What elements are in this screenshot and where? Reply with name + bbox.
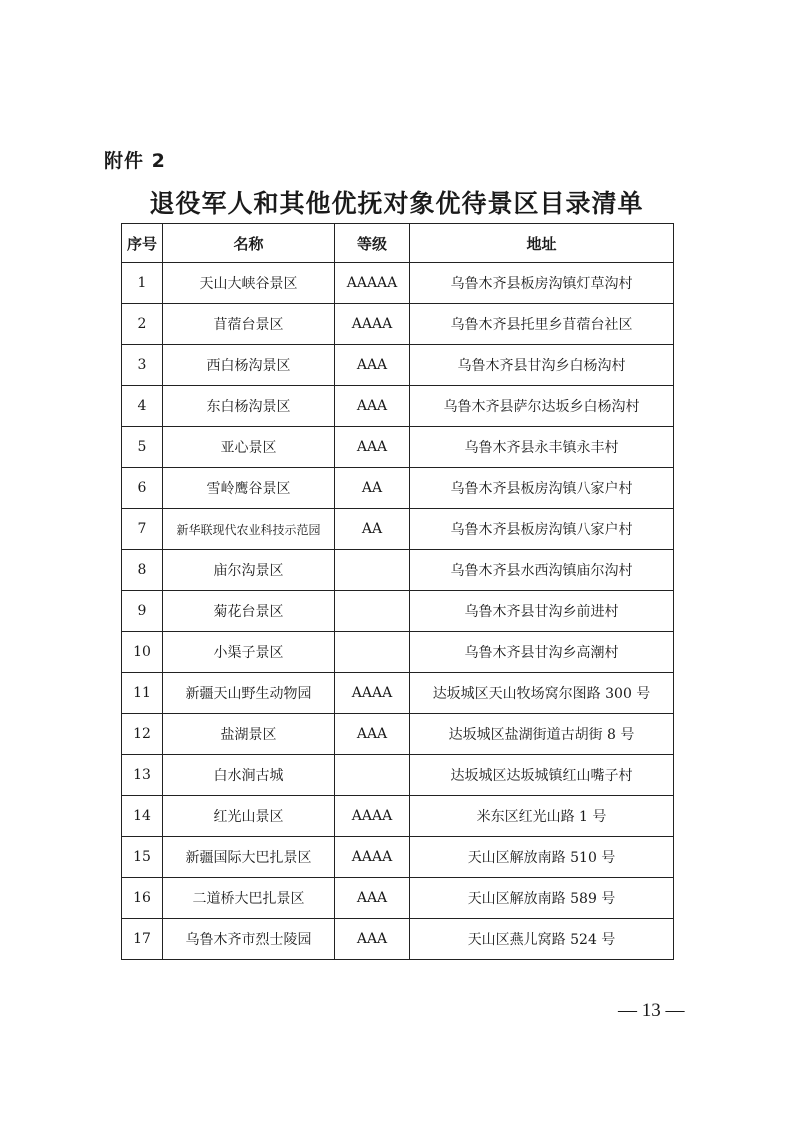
cell-address: 乌鲁木齐县甘沟乡高潮村: [410, 632, 674, 673]
cell-level: AA: [335, 509, 410, 550]
cell-name: 盐湖景区: [163, 714, 335, 755]
cell-no: 2: [122, 304, 163, 345]
cell-no: 17: [122, 919, 163, 960]
cell-no: 14: [122, 796, 163, 837]
cell-name: 二道桥大巴扎景区: [163, 878, 335, 919]
cell-address: 天山区解放南路 510 号: [410, 837, 674, 878]
cell-level: AAAA: [335, 796, 410, 837]
cell-level: AAAA: [335, 673, 410, 714]
cell-address: 乌鲁木齐县萨尔达坂乡白杨沟村: [410, 386, 674, 427]
header-level: 等级: [335, 224, 410, 263]
cell-level: AAA: [335, 878, 410, 919]
cell-name: 白水涧古城: [163, 755, 335, 796]
cell-level: AAAA: [335, 837, 410, 878]
cell-no: 8: [122, 550, 163, 591]
cell-name: 苜蓿台景区: [163, 304, 335, 345]
table-row: [122, 878, 674, 919]
cell-level: [335, 591, 410, 632]
cell-level: AAA: [335, 386, 410, 427]
cell-level: [335, 550, 410, 591]
cell-no: 6: [122, 468, 163, 509]
cell-no: 13: [122, 755, 163, 796]
table-row: [122, 919, 674, 960]
cell-no: 10: [122, 632, 163, 673]
page-number: — 13 —: [618, 1000, 685, 1021]
cell-address: 乌鲁木齐县板房沟镇八家户村: [410, 468, 674, 509]
document-title: 退役军人和其他优抚对象优待景区目录清单: [149, 189, 644, 218]
attachment-label: 附件 2: [104, 150, 166, 172]
header-name: 名称: [163, 224, 335, 263]
cell-no: 5: [122, 427, 163, 468]
cell-address: 天山区燕儿窝路 524 号: [410, 919, 674, 960]
header-no: 序号: [122, 224, 163, 263]
cell-name: 红光山景区: [163, 796, 335, 837]
cell-address: 乌鲁木齐县水西沟镇庙尔沟村: [410, 550, 674, 591]
table-row: [122, 755, 674, 796]
cell-level: AA: [335, 468, 410, 509]
cell-address: 乌鲁木齐县永丰镇永丰村: [410, 427, 674, 468]
cell-level: AAA: [335, 919, 410, 960]
cell-name: 天山大峡谷景区: [163, 263, 335, 304]
table-body: [122, 263, 674, 960]
table-row: [122, 509, 674, 550]
cell-address: 乌鲁木齐县甘沟乡白杨沟村: [410, 345, 674, 386]
cell-address: 达坂城区盐湖街道古胡街 8 号: [410, 714, 674, 755]
cell-name: 新疆天山野生动物园: [163, 673, 335, 714]
cell-level: [335, 632, 410, 673]
cell-address: 乌鲁木齐县板房沟镇八家户村: [410, 509, 674, 550]
cell-address: 乌鲁木齐县托里乡苜蓿台社区: [410, 304, 674, 345]
cell-name: 庙尔沟景区: [163, 550, 335, 591]
cell-address: 乌鲁木齐县甘沟乡前进村: [410, 591, 674, 632]
table-row: [122, 837, 674, 878]
table-row: [122, 632, 674, 673]
table-row: [122, 796, 674, 837]
scenic-area-table: [121, 223, 674, 960]
cell-address: 乌鲁木齐县板房沟镇灯草沟村: [410, 263, 674, 304]
table-row: [122, 304, 674, 345]
cell-no: 16: [122, 878, 163, 919]
cell-name: 新华联现代农业科技示范园: [163, 509, 335, 550]
cell-no: 15: [122, 837, 163, 878]
table-row: [122, 263, 674, 304]
cell-name: 雪岭鹰谷景区: [163, 468, 335, 509]
cell-name: 亚心景区: [163, 427, 335, 468]
cell-address: 达坂城区达坂城镇红山嘴子村: [410, 755, 674, 796]
cell-name: 西白杨沟景区: [163, 345, 335, 386]
cell-no: 9: [122, 591, 163, 632]
cell-no: 1: [122, 263, 163, 304]
table-row: [122, 345, 674, 386]
cell-level: AAA: [335, 427, 410, 468]
cell-level: AAAAA: [335, 263, 410, 304]
cell-name: 新疆国际大巴扎景区: [163, 837, 335, 878]
cell-name: 东白杨沟景区: [163, 386, 335, 427]
cell-address: 米东区红光山路 1 号: [410, 796, 674, 837]
cell-level: AAAA: [335, 304, 410, 345]
cell-level: [335, 755, 410, 796]
cell-address: 天山区解放南路 589 号: [410, 878, 674, 919]
table-row: [122, 673, 674, 714]
cell-level: AAA: [335, 345, 410, 386]
table-row: [122, 427, 674, 468]
header-address: 地址: [410, 224, 674, 263]
table-row: [122, 714, 674, 755]
table-header-row: [122, 224, 674, 263]
cell-no: 12: [122, 714, 163, 755]
table-row: [122, 550, 674, 591]
cell-address: 达坂城区天山牧场窝尔图路 300 号: [410, 673, 674, 714]
cell-level: AAA: [335, 714, 410, 755]
cell-no: 11: [122, 673, 163, 714]
table-row: [122, 386, 674, 427]
cell-no: 3: [122, 345, 163, 386]
table-row: [122, 591, 674, 632]
cell-name: 菊花台景区: [163, 591, 335, 632]
cell-name: 小渠子景区: [163, 632, 335, 673]
cell-name: 乌鲁木齐市烈士陵园: [163, 919, 335, 960]
cell-no: 7: [122, 509, 163, 550]
cell-no: 4: [122, 386, 163, 427]
table-row: [122, 468, 674, 509]
